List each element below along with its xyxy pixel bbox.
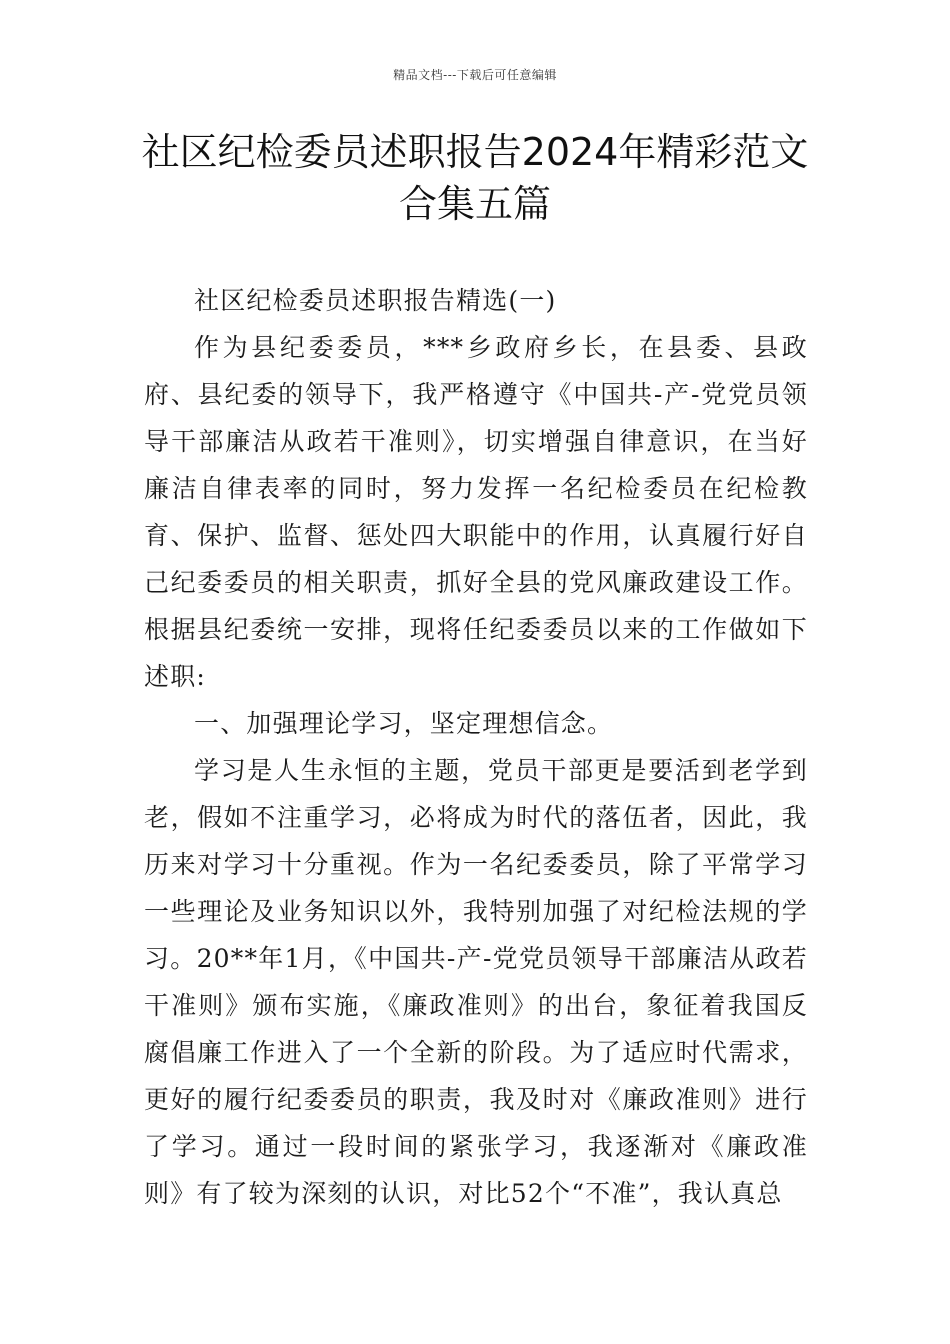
body-paragraph: 学习是人生永恒的主题，党员干部更是要活到老学到老，假如不注重学习，必将成为时代的落伍者，因此，我历来对学习十分重视。作为一名纪委委员，除了平常学习一些理论及业务知识以外，我特别加强了对纪检法规的学习。20**年1月，《中国共-产-党党员领导干部廉洁从政若干准则》颁布实施，《廉政准则》的出台，象征着我国反腐倡廉工作进入了一个全新的阶段。为了适应时代需求，更好的履行纪委委员的职责，我及时对《廉政准则》进行了学习。通过一段时间的紧张学习，我逐渐对《廉政准则》有了较为深刻的认识，对比52个“不准”，我认真总 (144, 756, 808, 1208)
section-heading: 社区纪检委员述职报告精选(一) (194, 286, 557, 315)
body-paragraph: 作为县纪委委员，***乡政府乡长，在县委、县政府、县纪委的领导下，我严格遵守《中国共-产-党党员领导干部廉洁从政若干准则》，切实增强自律意识，在当好廉洁自律表率的同时，努力发挥一名纪检委员在纪检教育、保护、监督、惩处四大职能中的作用，认真履行好自己纪委委员的相关职责，抓好全县的党风廉政建设工作。根据县纪委统一安排，现将任纪委委员以来的工作做如下述职: (144, 333, 808, 691)
section-heading: 一、加强理论学习，坚定理想信念。 (194, 709, 614, 738)
document-title: 社区纪检委员述职报告2024年精彩范文合集五篇 (141, 130, 809, 226)
document-body (144, 277, 808, 1217)
header-note: 精品文档---下载后可任意编辑 (393, 68, 557, 82)
